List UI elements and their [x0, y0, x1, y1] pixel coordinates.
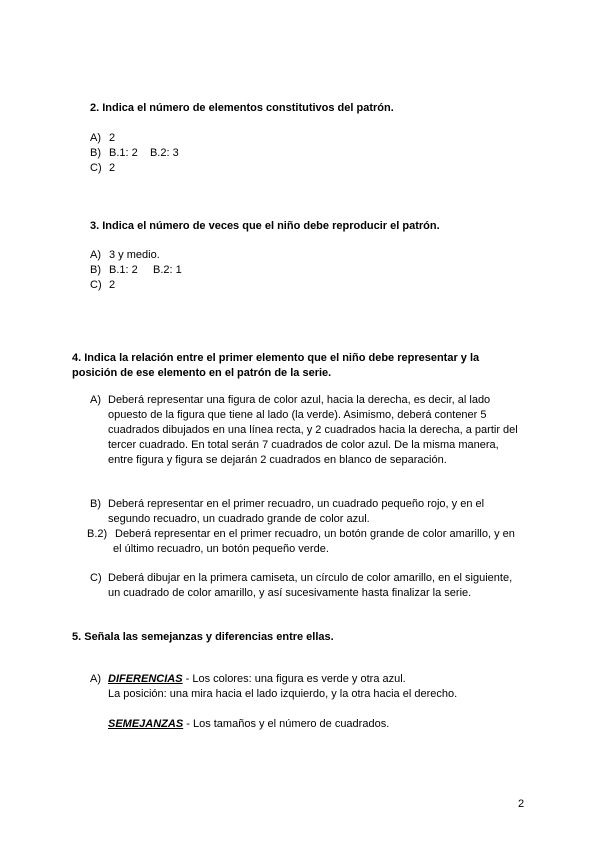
q3-option-a: [90, 248, 160, 263]
option-label: C): [90, 279, 102, 291]
question-2-title: 2. Indica el número de elementos constitutivos del patrón.: [90, 102, 394, 114]
page-number: 2: [518, 798, 525, 810]
semejanzas-line: [108, 717, 457, 732]
option-label: B): [90, 147, 101, 159]
option-label: C): [90, 572, 102, 584]
semejanzas-heading: SEMEJANZAS: [108, 718, 184, 730]
option-text: 3 y medio.: [109, 249, 160, 261]
option-label: B): [90, 498, 101, 510]
answer-line: Deberá dibujar en la primera camiseta, un círculo de color amarillo, en el siguiente,: [108, 572, 513, 584]
spacer: [108, 702, 457, 717]
q4-answer-a: [90, 393, 518, 468]
diferencias-heading: DIFERENCIAS: [108, 673, 183, 685]
option-label: B): [90, 264, 101, 276]
answer-line: segundo recuadro, un cuadrado grande de color azul.: [108, 513, 370, 525]
diferencias-line: [108, 672, 457, 687]
option-label: A): [90, 394, 101, 406]
answer-line: el último recuadro, un botón pequeño verde.: [113, 543, 329, 555]
q5-answer-a: [90, 672, 457, 732]
q4-answer-b2: [87, 527, 515, 557]
question-4-title-line1: 4. Indica la relación entre el primer elemento que el niño debe representar y la: [72, 352, 480, 364]
diferencias-line-2: La posición: una mira hacia el lado izquierdo, y la otra hacia el derecho.: [108, 688, 458, 700]
diferencias-text: - Los colores: una figura es verde y otra azul.: [182, 673, 406, 685]
q4-answer-b: [90, 497, 484, 527]
answer-line: entre figura y figura se dejarán 2 cuadrados en blanco de separación.: [108, 454, 447, 466]
option-text: 2: [109, 279, 116, 291]
semejanzas-text: - Los tamaños y el número de cuadrados.: [183, 718, 390, 730]
answer-line: Deberá representar una figura de color azul, hacia la derecha, es decir, al lado: [108, 394, 491, 406]
answer-line: Deberá representar en el primer recuadro, un botón grande de color amarillo, y en: [115, 528, 515, 540]
q2-option-b: [90, 146, 179, 161]
q4-answer-c: [90, 571, 512, 601]
q2-option-c: [90, 161, 115, 176]
answer-line: un cuadrado de color amarillo, y así sucesivamente hasta finalizar la serie.: [108, 587, 472, 599]
option-text: 2: [109, 162, 116, 174]
answer-line: cuadrados dibujados en una línea recta, y 2 cuadrados hacia la derecha, a partir del: [108, 424, 518, 436]
q3-option-b: [90, 263, 182, 278]
option-text: B.1: 2 B.2: 1: [109, 264, 182, 276]
question-3-title: 3. Indica el número de veces que el niño debe reproducir el patrón.: [90, 220, 440, 232]
option-label: B.2): [87, 528, 108, 540]
option-text: 2: [109, 132, 116, 144]
option-text: B.1: 2 B.2: 3: [109, 147, 179, 159]
q3-option-c: [90, 278, 115, 293]
option-label: A): [90, 249, 101, 261]
option-label: A): [90, 132, 101, 144]
question-4-title-line2: posición de ese elemento en el patrón de la serie.: [72, 367, 332, 379]
answer-line: tercer cuadrado. En total serán 7 cuadrados de color azul. De la misma manera,: [108, 439, 499, 451]
question-5-title: 5. Señala las semejanzas y diferencias entre ellas.: [72, 631, 334, 643]
option-label: A): [90, 673, 101, 685]
answer-line: Deberá representar en el primer recuadro, un cuadrado pequeño rojo, y en el: [108, 498, 485, 510]
option-label: C): [90, 162, 102, 174]
answer-line: opuesto de la figura que tiene al lado (la verde). Asimismo, deberá contener 5: [108, 409, 487, 421]
q2-option-a: [90, 131, 115, 146]
